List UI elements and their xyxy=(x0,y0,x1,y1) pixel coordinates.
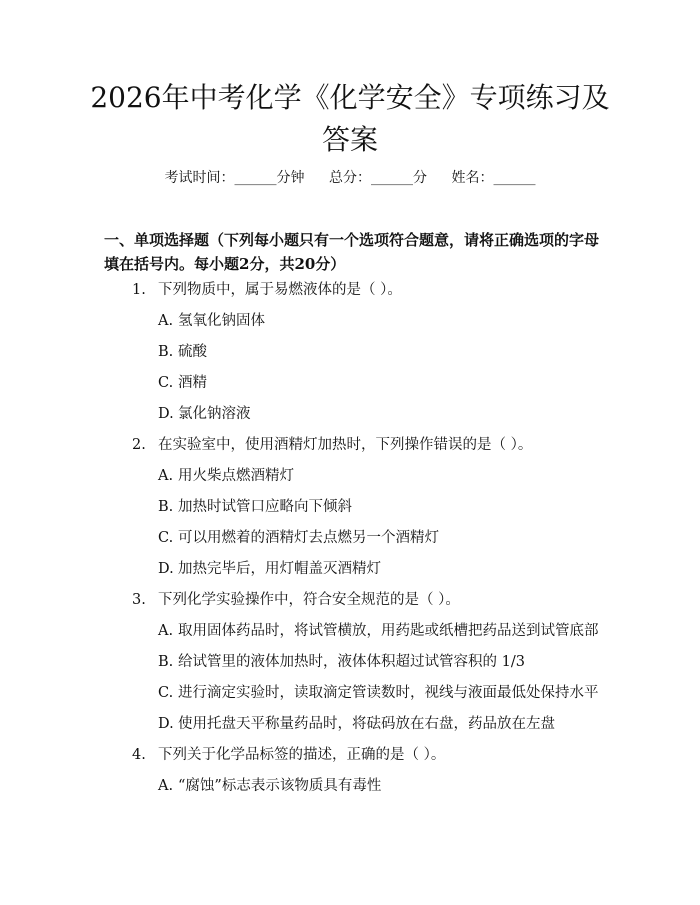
question-item xyxy=(132,435,602,466)
option-text: 加热完毕后，用灯帽盖灭酒精灯 xyxy=(178,561,381,577)
question-item xyxy=(132,280,602,311)
answer-option xyxy=(132,652,602,683)
question-text: 在实验室中，使用酒精灯加热时，下列操作错误的是（ ）。 xyxy=(158,437,533,453)
option-letter: C. xyxy=(158,530,174,546)
option-letter: D. xyxy=(158,406,174,422)
option-letter: B. xyxy=(158,499,174,515)
option-letter: C. xyxy=(158,375,174,391)
exam-meta xyxy=(0,168,700,188)
question-number: 4. xyxy=(132,747,146,763)
answer-option xyxy=(132,621,602,652)
option-letter: A. xyxy=(158,313,174,329)
page-title: 2026年中考化学《化学安全》专项练习及答案 xyxy=(90,81,610,156)
question-number: 3. xyxy=(132,592,146,608)
option-text: 加热时试管口应略向下倾斜 xyxy=(178,499,352,515)
option-letter: B. xyxy=(158,344,174,360)
answer-option xyxy=(132,497,602,528)
answer-option xyxy=(132,776,602,807)
option-text: 进行滴定实验时，读取滴定管读数时，视线与液面最低处保持水平 xyxy=(178,685,599,701)
option-letter: A. xyxy=(158,468,174,484)
option-text: 使用托盘天平称量药品时，将砝码放在右盘，药品放在左盘 xyxy=(178,716,555,732)
answer-option xyxy=(132,311,602,342)
total-score-field: 总分：______分 xyxy=(329,170,427,186)
option-text: 氢氧化钠固体 xyxy=(178,313,265,329)
option-letter: A. xyxy=(158,623,174,639)
option-text: 可以用燃着的酒精灯去点燃另一个酒精灯 xyxy=(178,530,439,546)
question-number: 1. xyxy=(132,282,146,298)
question-list xyxy=(132,280,602,807)
option-text: 取用固体药品时，将试管横放，用药匙或纸槽把药品送到试管底部 xyxy=(178,623,599,639)
answer-option xyxy=(132,528,602,559)
answer-option xyxy=(132,342,602,373)
answer-option xyxy=(132,404,602,435)
answer-option xyxy=(132,373,602,404)
option-text: 氯化钠溶液 xyxy=(178,406,251,422)
question-text: 下列物质中，属于易燃液体的是（ ）。 xyxy=(158,282,402,298)
option-letter: C. xyxy=(158,685,174,701)
question-text: 下列关于化学品标签的描述，正确的是（ ）。 xyxy=(158,747,446,763)
answer-option xyxy=(132,466,602,497)
option-text: 给试管里的液体加热时，液体体积超过试管容积的 1/3 xyxy=(178,654,525,670)
option-letter: D. xyxy=(158,561,174,577)
option-text: 酒精 xyxy=(178,375,207,391)
question-text: 下列化学实验操作中，符合安全规范的是（ ）。 xyxy=(158,592,460,608)
student-name-field: 姓名：______ xyxy=(451,170,536,186)
option-letter: B. xyxy=(158,654,174,670)
question-item xyxy=(132,590,602,621)
answer-option xyxy=(132,683,602,714)
question-number: 2. xyxy=(132,437,146,453)
question-item xyxy=(132,745,602,776)
option-text: “腐蚀”标志表示该物质具有毒性 xyxy=(178,778,382,794)
option-text: 用火柴点燃酒精灯 xyxy=(178,468,294,484)
option-text: 硫酸 xyxy=(178,344,207,360)
option-letter: D. xyxy=(158,716,174,732)
section-heading: 一、单项选择题（下列每小题只有一个选项符合题意，请将正确选项的字母填在括号内。每小题2分，共20分） xyxy=(104,231,600,273)
answer-option xyxy=(132,714,602,745)
option-letter: A. xyxy=(158,778,174,794)
answer-option xyxy=(132,559,602,590)
exam-time-field: 考试时间：______分钟 xyxy=(164,170,305,186)
